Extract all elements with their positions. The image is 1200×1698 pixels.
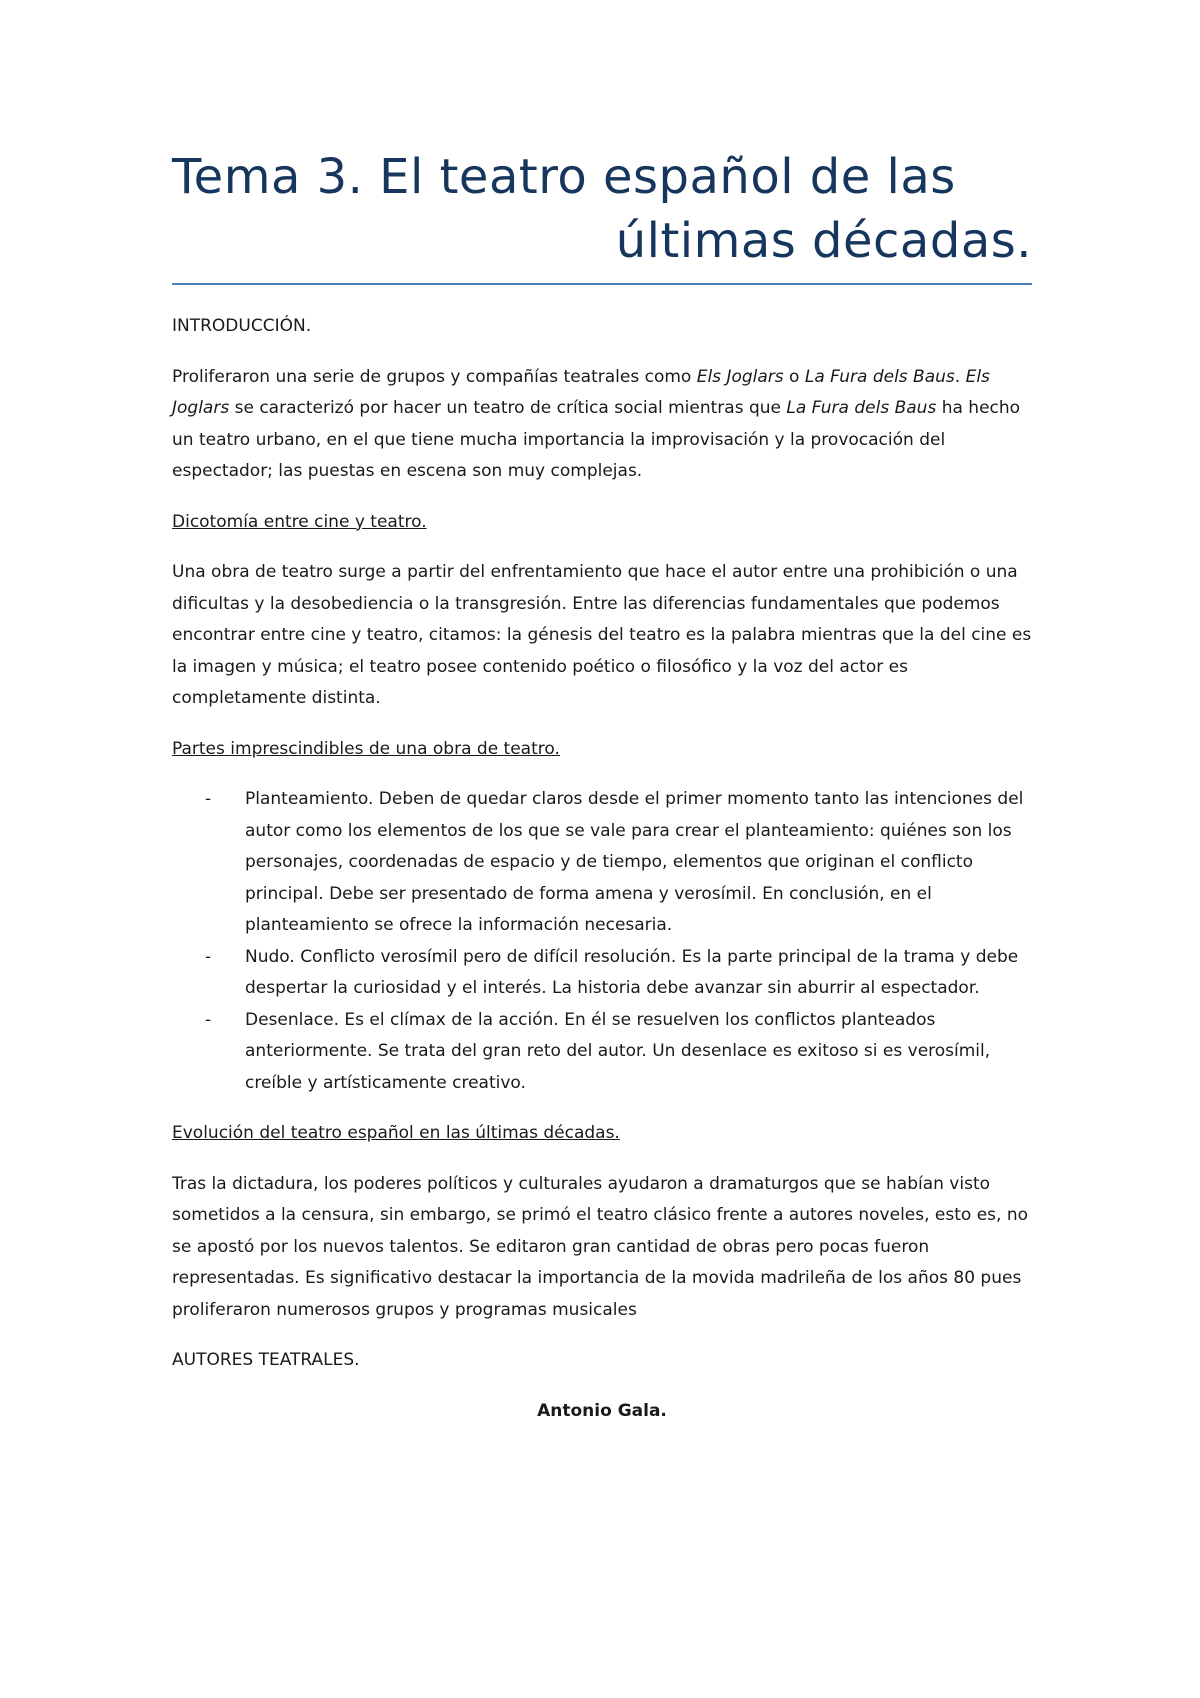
list-dash: - xyxy=(205,1009,212,1030)
intro-text-3: . xyxy=(954,366,966,387)
document-title xyxy=(172,145,1032,285)
section-heading-partes: Partes imprescindibles de una obra de teatro. xyxy=(172,738,560,759)
intro-heading: INTRODUCCIÓN. xyxy=(172,316,312,336)
list-dash: - xyxy=(205,946,212,967)
evolucion-paragraph: Tras la dictadura, los poderes políticos y culturales ayudaron a dramaturgos que se habían visto sometidos a la censura, sin embargo, se primó el teatro clásico frente a autores noveles, esto es, no se apostó por los nuevos talentos. Se editaron gran cantidad de obras pero pocas fueron representadas. Es significativo destacar la importancia de la movida madrileña de los años 80 pues proliferaron numerosos grupos y programas musicales xyxy=(172,1173,1029,1320)
section-heading-evolucion: Evolución del teatro español en las últimas décadas. xyxy=(172,1123,620,1143)
intro-text-2: o xyxy=(783,366,805,387)
title-line-1: Tema 3. El teatro español de las xyxy=(172,149,956,205)
list-item xyxy=(172,784,1032,942)
list-item xyxy=(172,942,1032,1005)
document-body xyxy=(172,311,1032,1427)
title-line-2: últimas décadas. xyxy=(615,213,1032,269)
intro-italic-4: La Fura dels Baus xyxy=(786,398,937,418)
intro-italic-2: La Fura dels Baus xyxy=(804,366,955,387)
author-name-heading: Antonio Gala. xyxy=(537,1400,667,1421)
autores-heading: AUTORES TEATRALES. xyxy=(172,1350,360,1370)
list-item xyxy=(172,1005,1032,1100)
intro-text-5: ha hecho un teatro urbano, en el que tiene mucha importancia la improvisación y la provocación del espectador; las puestas en escena son muy complejas. xyxy=(172,398,1021,481)
partes-list xyxy=(172,784,1032,1099)
intro-italic-3: Els Joglars xyxy=(172,366,990,418)
list-item-text: Nudo. Conflicto verosímil pero de difícil resolución. Es la parte principal de la trama y debe despertar la curiosidad y el interés. La historia debe avanzar sin aburrir al espectador. xyxy=(245,946,1019,998)
list-item-text: Desenlace. Es el clímax de la acción. En él se resuelven los conflictos planteados anteriormente. Se trata del gran reto del autor. Un desenlace es exitoso si es verosímil, creíble y artísticamente creativo. xyxy=(245,1009,991,1093)
intro-text-4: se caracterizó por hacer un teatro de crítica social mientras que xyxy=(229,398,787,418)
intro-italic-1: Els Joglars xyxy=(696,366,784,387)
intro-paragraph xyxy=(172,362,1032,488)
list-dash: - xyxy=(205,789,212,809)
intro-text-1: Proliferaron una serie de grupos y compañías teatrales como xyxy=(172,366,697,387)
document-page xyxy=(172,0,1032,1427)
dicotomia-paragraph: Una obra de teatro surge a partir del enfrentamiento que hace el autor entre una prohibición o una dificultas y la desobediencia o la transgresión. Entre las diferencias fundamentales que podemos encontrar entre cine y teatro, citamos: la génesis del teatro es la palabra mientras que la del cine es la imagen y música; el teatro posee contenido poético o filosófico y la voz del actor es completamente distinta. xyxy=(172,562,1032,708)
section-heading-dicotomia: Dicotomía entre cine y teatro. xyxy=(172,511,427,532)
list-item-text: Planteamiento. Deben de quedar claros desde el primer momento tanto las intenciones del autor como los elementos de los que se vale para crear el planteamiento: quiénes son los personajes, coordenadas de espacio y de tiempo, elementos que originan el conflicto principal. Debe ser presentado de forma amena y verosímil. En conclusión, en el planteamiento se ofrece la información necesaria. xyxy=(245,789,1024,935)
